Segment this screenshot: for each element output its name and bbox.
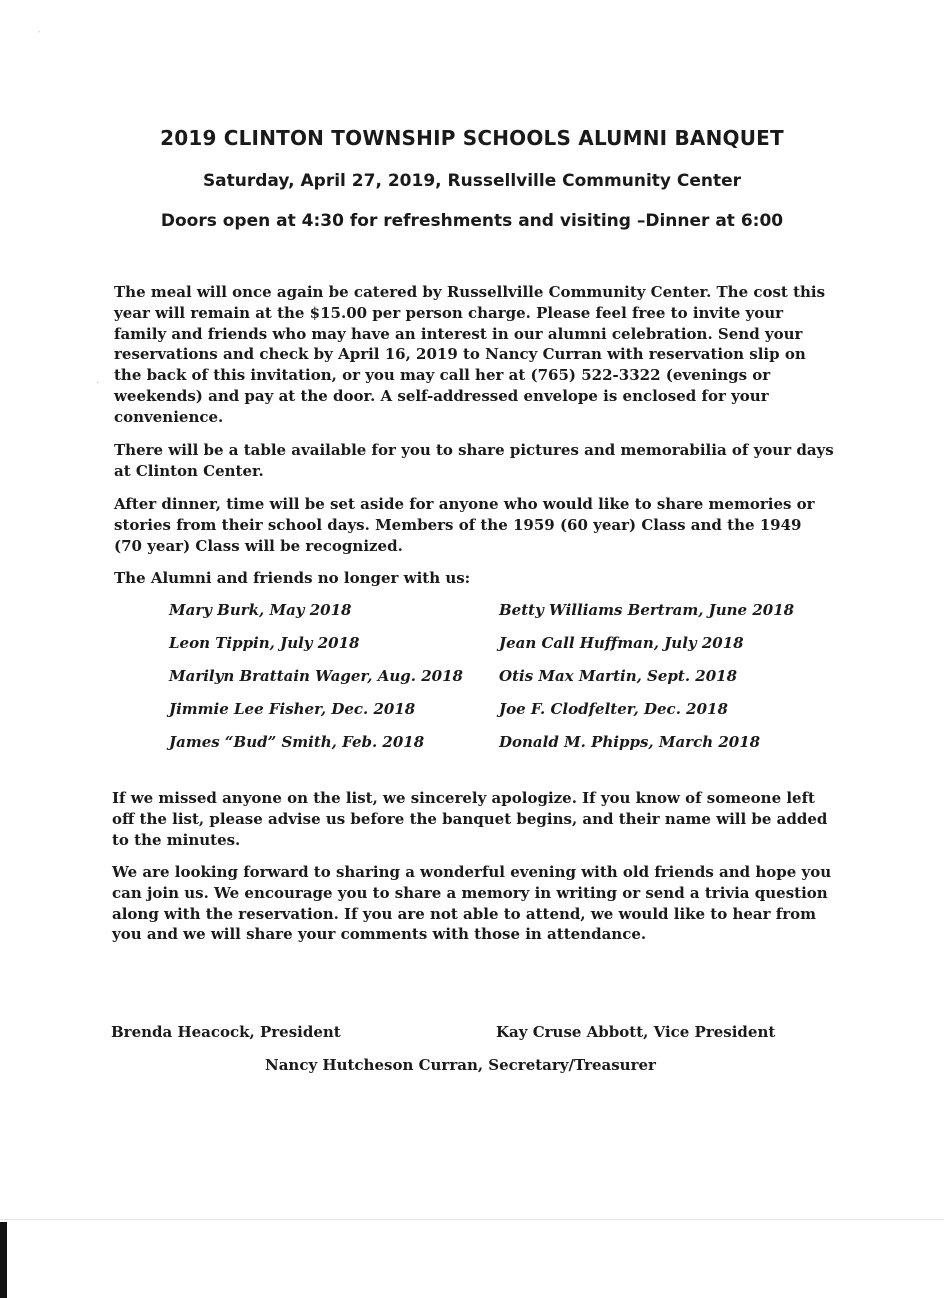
banquet-title: 2019 CLINTON TOWNSHIP SCHOOLS ALUMNI BANQUET — [160, 126, 784, 150]
memorabilia-paragraph: There will be a table available for you to share pictures and memorabilia of your days at Clinton Center. — [114, 441, 834, 480]
date-location: Saturday, April 27, 2019, Russellville Community Center — [202, 171, 742, 191]
president-signature: Brenda Heacock, President — [111, 1023, 341, 1041]
memorial-heading: The Alumni and friends no longer with us: — [114, 569, 471, 587]
memorial-entry: Donald M. Phipps, March 2018 — [499, 733, 761, 751]
memorial-entry: Jean Call Huffman, July 2018 — [499, 634, 744, 652]
scan-edge — [0, 1222, 7, 1298]
secretary-signature: Nancy Hutcheson Curran, Secretary/Treasurer — [265, 1056, 656, 1074]
closing-paragraph: We are looking forward to sharing a wonderful evening with old friends and hope you can join us. We encourage you to share a memory in writing or send a trivia question along with the reservation. If you are not able to attend, we would like to hear from you and we will share your comments with those in attendance. — [112, 863, 832, 944]
memorial-entry: Otis Max Martin, Sept. 2018 — [499, 667, 738, 685]
memorial-entry: Leon Tippin, July 2018 — [169, 634, 360, 652]
memories-paragraph: After dinner, time will be set aside for anyone who would like to share memories or stories from their school days. Members of the 1959 (60 year) Class and the 1949 (70 year) Class will be recognized. — [114, 495, 815, 555]
memorial-entry: Marilyn Brattain Wager, Aug. 2018 — [169, 667, 463, 685]
catering-paragraph: The meal will once again be catered by Russellville Community Center. The cost this year will remain at the $15.00 per person charge. Please feel free to invite your family and friends who may have an interest in our alumni celebration. Send your reservations and check by April 16, 2019 to Nancy Curran with reservation slip on the back of this invitation, or you may call her at (765) 522-3322 (evenings or weekends) and pay at the door. A self-addressed envelope is enclosed for your convenience. — [114, 283, 826, 426]
memorial-entry: Joe F. Clodfelter, Dec. 2018 — [499, 700, 728, 718]
scan-edge — [0, 1219, 944, 1220]
doors-time: Doors open at 4:30 for refreshments and visiting –Dinner at 6:00 — [160, 211, 784, 231]
memorial-entry: Betty Williams Bertram, June 2018 — [499, 601, 795, 619]
memorial-entry: James “Bud” Smith, Feb. 2018 — [169, 733, 425, 751]
memorial-entry: Mary Burk, May 2018 — [169, 601, 352, 619]
apology-paragraph: If we missed anyone on the list, we sincerely apologize. If you know of someone left off the list, please advise us before the banquet begins, and their name will be added to the minutes. — [112, 789, 828, 849]
vice-president-signature: Kay Cruse Abbott, Vice President — [496, 1023, 776, 1041]
memorial-entry: Jimmie Lee Fisher, Dec. 2018 — [169, 700, 416, 718]
scan-speck: · — [96, 378, 100, 389]
scan-speck: ′ — [38, 30, 41, 41]
